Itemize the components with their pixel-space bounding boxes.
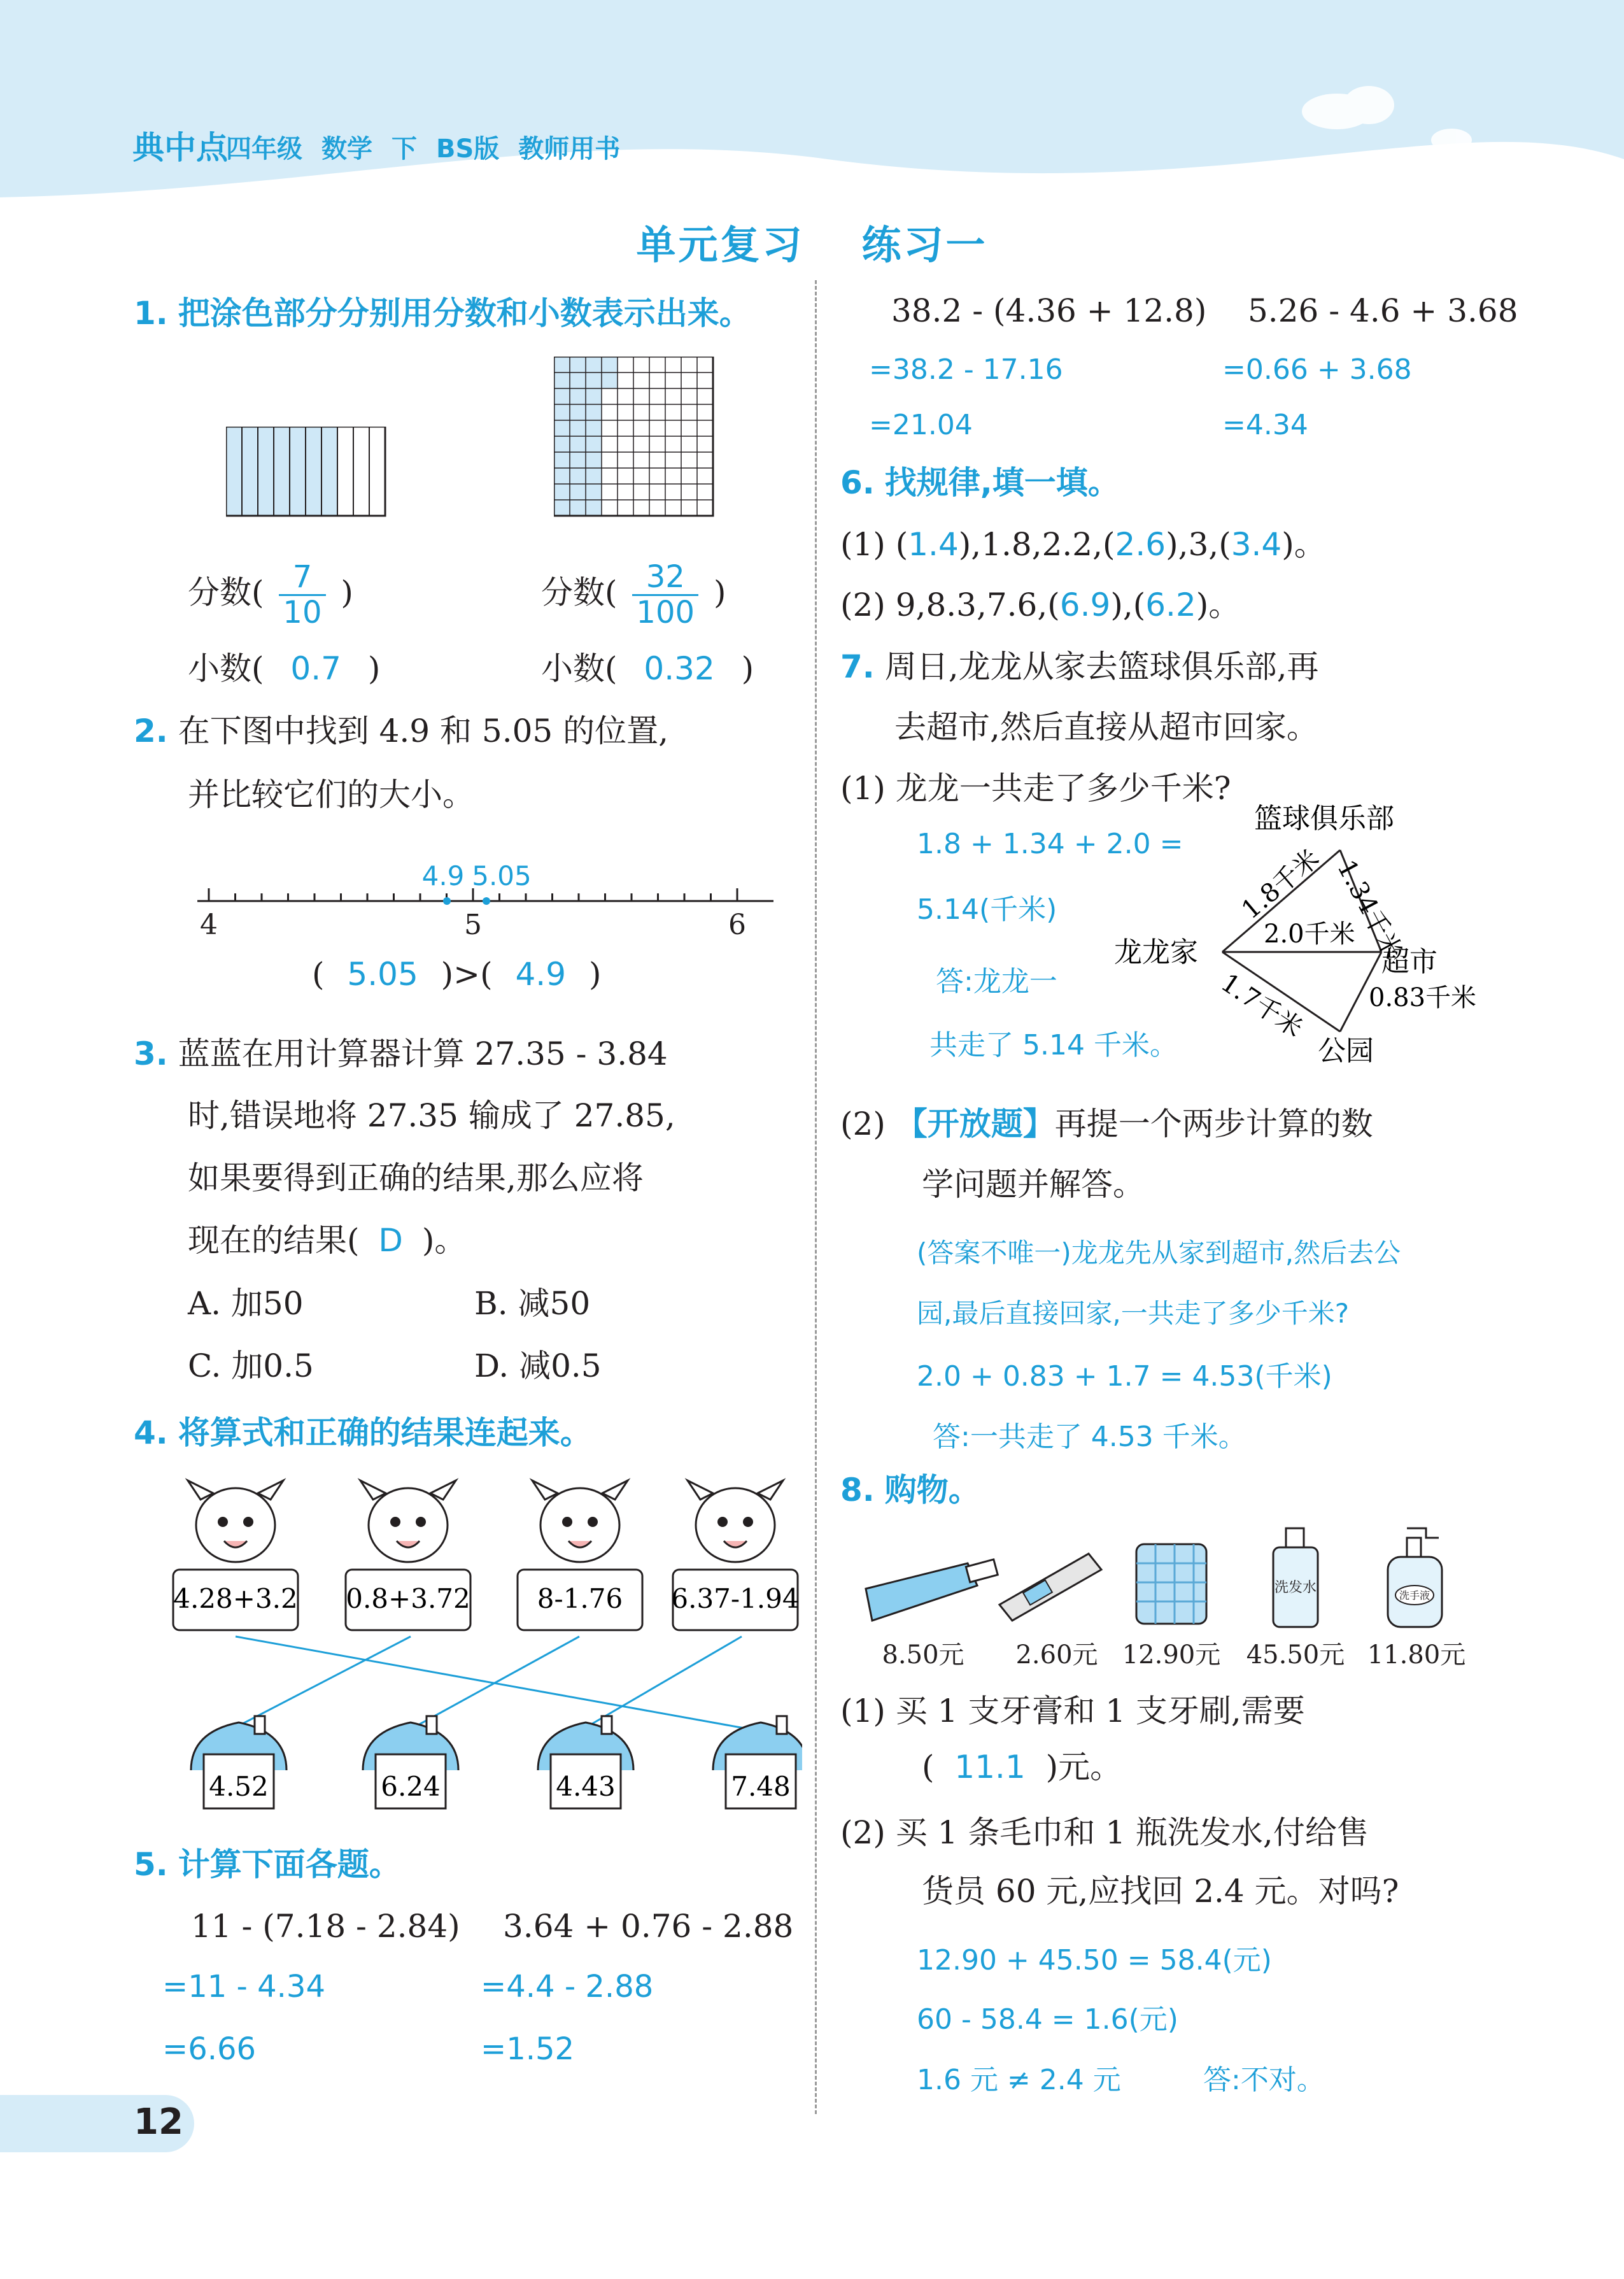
point-4.9 — [443, 897, 451, 905]
q5-expr-1: 11 - (7.18 - 2.84) — [191, 1908, 460, 1945]
q8-text: 购物。 — [884, 1472, 980, 1509]
q3-line4 — [188, 1221, 466, 1260]
q7-part2-text2: 学问题并解答。 — [922, 1166, 1145, 1203]
q7-part2-line1 — [840, 1105, 1373, 1143]
fraction-denominator: 100 — [636, 594, 695, 630]
point-5.05 — [483, 897, 490, 905]
q6-answer-2: 2.6 — [1115, 526, 1166, 563]
q3-line1 — [134, 1035, 668, 1073]
expr-box-4 — [671, 1570, 799, 1630]
q8-prompt — [840, 1471, 980, 1509]
q6-answer-5: 6.2 — [1145, 586, 1196, 623]
expr-text: 0.8+3.72 — [346, 1583, 470, 1614]
paren-close: ) — [367, 650, 381, 687]
q5-expr-2-step1: =4.4 - 2.88 — [481, 1969, 654, 2005]
q1-b-fraction-row — [541, 560, 726, 630]
result-text-4: 7.48 — [731, 1771, 791, 1802]
distance-market-park: 0.83千米 — [1369, 983, 1477, 1012]
q7-line1 — [840, 648, 1319, 686]
q1-b-decimal: 0.32 — [644, 650, 715, 687]
q4-prompt — [134, 1414, 592, 1452]
q2-answer-left: 5.05 — [347, 956, 418, 993]
q1-b-decimal-row — [541, 650, 754, 688]
q5-prompt — [134, 1845, 401, 1884]
q6-sequence-text-2: ,3, — [1178, 526, 1219, 563]
q1-grid-figure — [554, 357, 716, 519]
volume-label: 下 — [392, 134, 417, 164]
paren-close: ) — [588, 956, 602, 993]
q3-text-line3: 如果要得到正确的结果,那么应将 — [188, 1160, 644, 1196]
book-label: 教师用书 — [518, 134, 621, 164]
q7-part2-answer-line3: 2.0 + 0.83 + 1.7 = 4.53(千米) — [917, 1360, 1332, 1393]
q7-route-map — [1108, 796, 1502, 1070]
q8-part2-answer-line1: 12.90 + 45.50 = 58.4(元) — [917, 1944, 1272, 1977]
q4-matching-figure — [166, 1471, 802, 1834]
q8-part2-answer-line2: 60 - 58.4 = 1.6(元) — [917, 2003, 1178, 2036]
q6-text: 找规律,填一填。 — [884, 464, 1120, 501]
goat-icon — [688, 1480, 783, 1562]
subject-label: 数学 — [321, 134, 372, 164]
q2-line2: 并比较它们的大小。 — [188, 776, 474, 813]
q6-prompt — [840, 464, 1120, 502]
q5-text: 计算下面各题。 — [178, 1846, 401, 1883]
q8-part2-text1: 买 1 条毛巾和 1 瓶洗发水,付给售 — [895, 1814, 1369, 1851]
q5-expr-3: 38.2 - (4.36 + 12.8) — [891, 292, 1207, 329]
tick-label-5: 5 — [464, 909, 482, 939]
q8-part1-text: 买 1 支牙膏和 1 支牙刷,需要 — [895, 1693, 1305, 1729]
q7-part2-text1: 再提一个两步计算的数 — [1054, 1105, 1373, 1142]
q4-number: 4. — [134, 1414, 168, 1451]
fraction-numerator: 7 — [279, 560, 325, 596]
q2-answer-row — [312, 955, 601, 993]
q5-expr-4-step2: =4.34 — [1222, 409, 1308, 441]
q3-text-line4-end: )。 — [421, 1222, 467, 1259]
q3-text-line4: 现在的结果( — [188, 1222, 360, 1259]
q2-number: 2. — [134, 713, 168, 749]
page-title — [0, 213, 1624, 270]
map-home-label: 龙龙家 — [1114, 936, 1198, 969]
q7-part1-answer-line1: 1.8 + 1.34 + 2.0 = — [917, 828, 1183, 860]
goat-icon — [360, 1480, 456, 1562]
q5-expr-4-step1: =0.66 + 3.68 — [1222, 353, 1412, 386]
q6-answer-4: 6.9 — [1059, 586, 1111, 623]
paren-open: ( — [922, 1749, 935, 1786]
q8-part2-line1 — [840, 1814, 1369, 1852]
q3-option-c: C. 加0.5 — [188, 1347, 314, 1384]
period: 。 — [1208, 586, 1241, 623]
soap-label: 洗手液 — [1399, 1589, 1430, 1601]
q5-expr-2: 3.64 + 0.76 - 2.88 — [503, 1908, 794, 1945]
q5-expr-2-step2: =1.52 — [481, 2031, 575, 2067]
toothpaste-icon — [866, 1559, 998, 1621]
period: 。 — [1294, 526, 1326, 563]
q5-expr-4: 5.26 - 4.6 + 3.68 — [1248, 292, 1518, 329]
q8-part1-line1 — [840, 1692, 1305, 1730]
fraction-label: 分数( — [188, 574, 264, 611]
map-club-label: 篮球俱乐部 — [1254, 802, 1394, 835]
q1-text: 把涂色部分分别用分数和小数表示出来。 — [178, 295, 751, 332]
q8-part1-line2 — [922, 1748, 1122, 1786]
q7-part2-answer-line2: 园,最后直接回家,一共走了多少千米? — [917, 1298, 1349, 1329]
part-label: (2) — [840, 586, 886, 623]
q3-text-line1: 蓝蓝在用计算器计算 27.35 - 3.84 — [178, 1035, 668, 1072]
distance-home-club: 1.8千米 — [1236, 844, 1325, 925]
toothbrush-icon — [999, 1554, 1101, 1621]
q8-part2-answer-line3: 1.6 元 ≠ 2.4 元 — [917, 2064, 1121, 2096]
q5-expr-3-step2: =21.04 — [869, 409, 973, 441]
q8-part2-text2: 货员 60 元,应找回 2.4 元。对吗? — [922, 1873, 1399, 1910]
q6-number: 6. — [840, 464, 875, 501]
q5-number: 5. — [134, 1846, 168, 1883]
q5-expr-3-step1: =38.2 - 17.16 — [869, 353, 1063, 386]
q7-text-line2: 去超市,然后直接从超市回家。 — [894, 709, 1318, 746]
q7-text-line1: 周日,龙龙从家去篮球俱乐部,再 — [884, 648, 1319, 685]
q6-line1: (1) (1.4),1.8,2.2,(2.6),3,(3.4)。 — [840, 526, 1326, 563]
header-band — [0, 0, 1624, 210]
map-park-label: 公园 — [1318, 1035, 1374, 1067]
expr-text: 8-1.76 — [537, 1583, 623, 1614]
q2-number-line — [191, 856, 783, 939]
q6-line2: (2) 9,8.3,7.6,(6.9),(6.2)。 — [840, 586, 1241, 623]
q6-answer-3: 3.4 — [1231, 526, 1282, 563]
q1-number: 1. — [134, 295, 168, 332]
q4-text: 将算式和正确的结果连起来。 — [178, 1414, 592, 1451]
fraction-label: 分数( — [541, 574, 618, 611]
brand-logo: 典中点 — [132, 129, 228, 166]
part-label: (1) — [840, 1693, 886, 1729]
q1-a-fraction-row — [188, 560, 353, 630]
q8-number: 8. — [840, 1472, 875, 1509]
q3-option-d: D. 减0.5 — [474, 1347, 602, 1384]
unit-title: 单元复习 — [636, 222, 805, 268]
paren-open: ( — [312, 956, 325, 993]
q8-part1-unit: )元。 — [1045, 1749, 1122, 1786]
q7-part2-answer-line1: (答案不唯一)龙龙先从家到超市,然后去公 — [917, 1237, 1401, 1268]
q1-prompt — [134, 294, 751, 332]
q7-part1-answer-line4: 共走了 5.14 千米。 — [929, 1029, 1178, 1061]
q2-line1 — [134, 712, 668, 750]
fraction-numerator: 32 — [632, 560, 698, 596]
decimal-label: 小数( — [541, 650, 618, 687]
q7-number: 7. — [840, 648, 875, 685]
edition-label: BS版 — [436, 134, 500, 164]
tick-label-4: 4 — [200, 909, 218, 939]
exercise-title: 练习一 — [861, 222, 988, 268]
part-label: (1) — [840, 770, 886, 807]
page-number: 12 — [134, 2101, 183, 2143]
mark-label-5.05: 5.05 — [472, 860, 532, 891]
goat-icon — [532, 1480, 628, 1562]
shampoo-bottle-icon — [1273, 1528, 1318, 1627]
price-hand-soap: 11.80元 — [1367, 1640, 1466, 1670]
expr-box-1 — [173, 1570, 298, 1630]
paren-close: ) — [713, 574, 726, 611]
grade-label: 四年级 — [226, 134, 302, 164]
column-divider — [815, 280, 817, 2114]
tick-label-6: 6 — [728, 909, 746, 939]
q6-answer-1: 1.4 — [908, 526, 959, 563]
q8-part1-answer: 11.1 — [954, 1749, 1026, 1786]
paren-open: ( — [480, 956, 493, 993]
expr-box-2 — [346, 1570, 470, 1630]
greater-than-sign: > — [453, 956, 481, 993]
q5-expr-1-step1: =11 - 4.34 — [162, 1969, 326, 2005]
q7-part1-answer-line3: 答:龙龙一 — [936, 965, 1057, 998]
map-market-label: 超市 — [1381, 946, 1437, 978]
price-shampoo: 45.50元 — [1246, 1640, 1345, 1670]
result-text-1: 4.52 — [209, 1771, 269, 1802]
q2-answer-right: 4.9 — [515, 956, 567, 993]
q2-text-line1: 在下图中找到 4.9 和 5.05 的位置, — [178, 713, 669, 749]
paren-close: ) — [441, 956, 454, 993]
expr-box-3 — [518, 1570, 642, 1630]
towel-icon — [1136, 1544, 1206, 1624]
q3-option-a: A. 加50 — [188, 1285, 304, 1322]
q1-strip-figure — [226, 427, 388, 519]
price-towel: 12.90元 — [1122, 1640, 1221, 1670]
paren-close: ) — [741, 650, 754, 687]
result-text-2: 6.24 — [381, 1771, 441, 1802]
open-question-tag: 【开放题】 — [895, 1105, 1055, 1142]
goat-icon — [188, 1480, 283, 1562]
decimal-label: 小数( — [188, 650, 264, 687]
distance-home-market: 2.0千米 — [1264, 919, 1355, 949]
book-header — [226, 129, 639, 165]
paren-close: ) — [341, 574, 353, 611]
distance-club-market: 1.34千米 — [1331, 855, 1408, 964]
price-toothpaste: 8.50元 — [882, 1640, 964, 1670]
q1-a-decimal: 0.7 — [290, 650, 341, 687]
q1-b-fraction — [632, 560, 698, 630]
expr-text: 4.28+3.2 — [173, 1583, 298, 1614]
q5-expr-1-step2: =6.66 — [162, 2031, 257, 2067]
distance-home-park: 1.7千米 — [1215, 968, 1308, 1044]
q6-sequence-text: ,1.8,2.2, — [971, 526, 1103, 563]
expr-text: 6.37-1.94 — [671, 1583, 800, 1614]
part-label: (1) — [840, 526, 886, 563]
q8-products-figure — [853, 1509, 1502, 1675]
price-toothbrush: 2.60元 — [1015, 1640, 1098, 1670]
q7-part1-text: 龙龙一共走了多少千米? — [895, 770, 1231, 807]
q1-a-fraction — [279, 560, 325, 630]
bottle-label: 洗发水 — [1274, 1580, 1317, 1596]
mark-label-4.9: 4.9 — [421, 860, 465, 891]
q3-option-b: B. 减50 — [474, 1285, 591, 1322]
q8-part2-answer-line4: 答:不对。 — [1203, 2064, 1325, 2096]
q1-a-decimal-row — [188, 650, 380, 688]
q3-number: 3. — [134, 1035, 168, 1072]
q3-answer: D — [378, 1222, 403, 1259]
hand-soap-icon — [1388, 1528, 1442, 1627]
q6-sequence-text-3: 9,8.3,7.6, — [895, 586, 1048, 623]
result-text-3: 4.43 — [556, 1771, 616, 1802]
q7-part1-answer-line2: 5.14(千米) — [917, 893, 1057, 926]
fraction-denominator: 10 — [283, 594, 322, 630]
q3-text-line2: 时,错误地将 27.35 输成了 27.85, — [188, 1097, 675, 1134]
part-label: (2) — [840, 1814, 886, 1851]
part-label: (2) — [840, 1105, 886, 1142]
q7-part2-answer-line4: 答:一共走了 4.53 千米。 — [933, 1421, 1246, 1453]
